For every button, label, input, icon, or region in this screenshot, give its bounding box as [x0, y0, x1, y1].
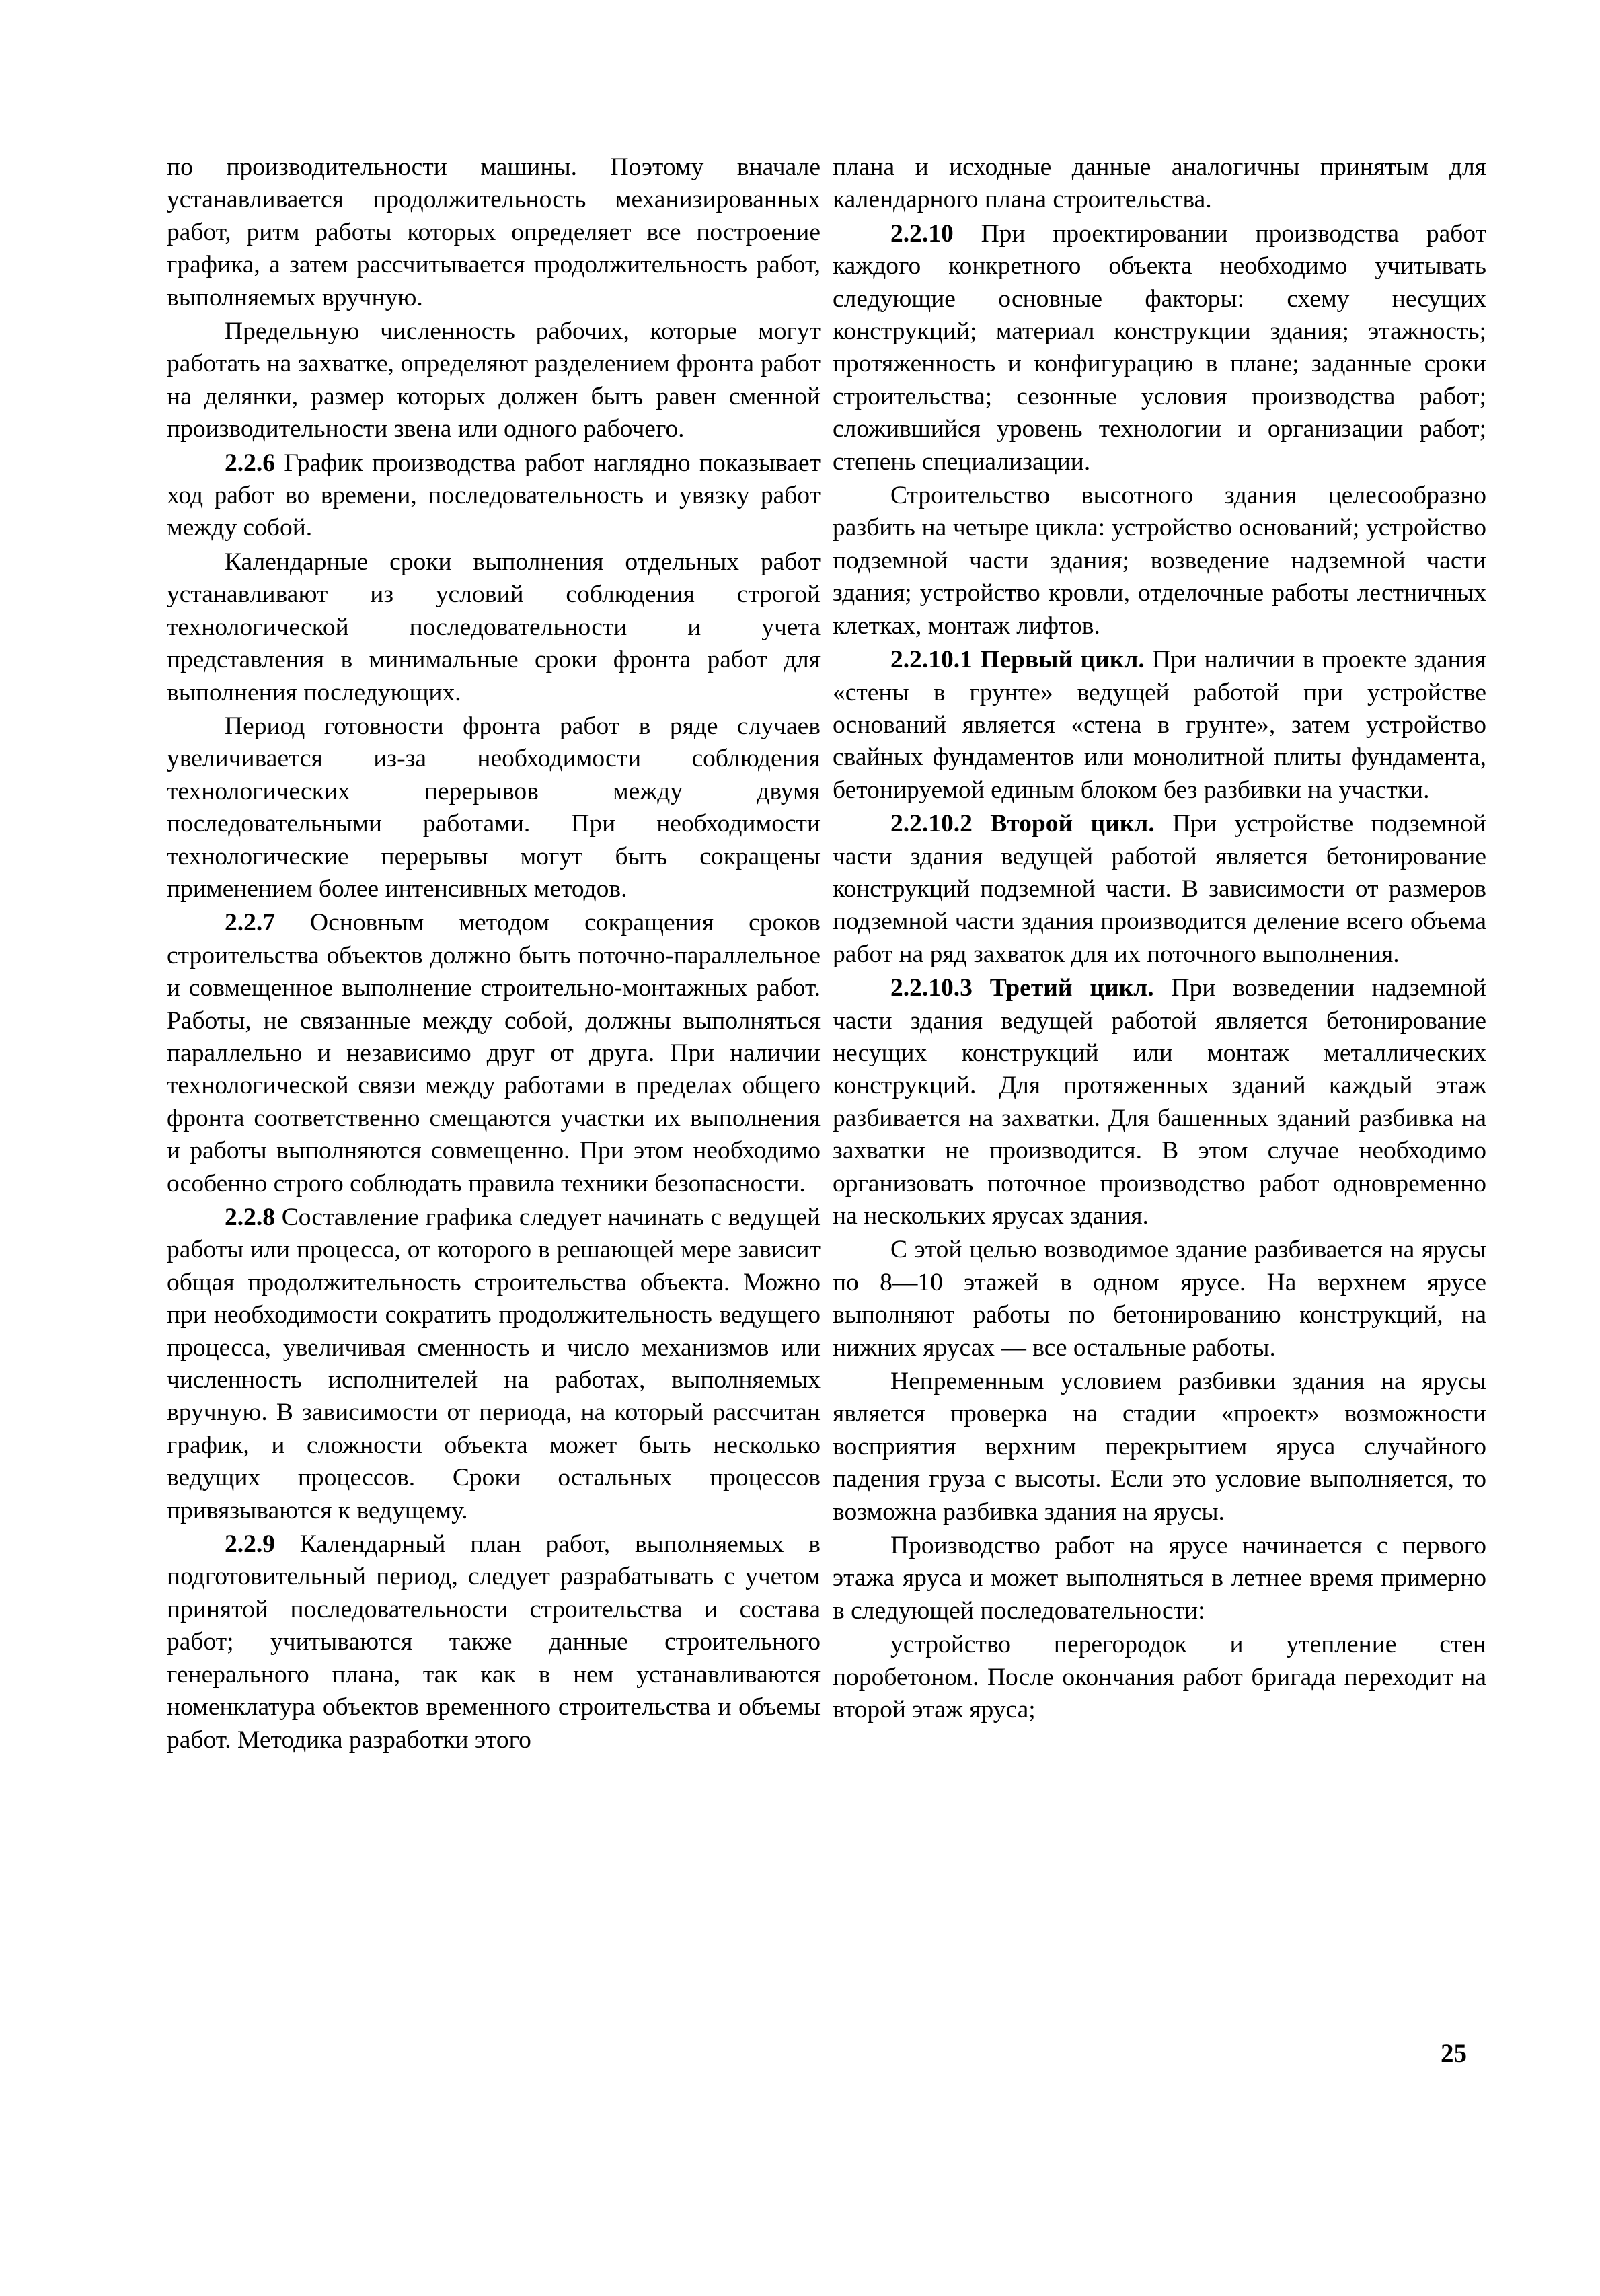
paragraph-text: Составление графика следует начинать с ведущей работы или процесса, от которого в решающей мере зависит общая продолжительность строительства объекта. Можно при необходимости сократить продолжительность ведущего процесса, увеличивая сменность и число механизмов или численность исполнителей на работах, выполняемых вручную. В зависимости от периода, на который рассчитан график, и сложности объекта может быть несколько ведущих процессов. Сроки остальных процессов привязываются к ведущему.: [167, 1203, 821, 1524]
paragraph: [833, 1530, 1486, 1627]
paragraph-text: При наличии в проекте здания «стены в грунте» ведущей работой при устройстве оснований является «стена в грунте», затем устройство свайных фундаментов или монолитной плиты фундамента, бетонируемой единым блоком без разбивки на участки.: [833, 646, 1486, 804]
paragraph-text: Непременным условием разбивки здания на ярусы является проверка на стадии «проект» возможности восприятия верхним перекрытием яруса случайного падения груза с высоты. Если это условие выполняется, то возможна разбивка здания на ярусы.: [833, 1368, 1486, 1526]
paragraph: [833, 151, 1486, 217]
paragraph: [833, 480, 1486, 642]
paragraph: [833, 1366, 1486, 1528]
section-number: 2.2.10: [890, 219, 954, 248]
paragraph-text: Производство работ на ярусе начинается с первого этажа яруса и может выполняться в летнее время примерно в следующей последовательности:: [833, 1532, 1486, 1625]
right-column: [833, 151, 1486, 1727]
paragraph-text: Предельную численность рабочих, которые могут работать на захватке, определяют разделением фронта работ на делянки, размер которых должен быть равен сменной производительности звена или одного рабочего.: [167, 318, 821, 443]
section-number: 2.2.8: [225, 1203, 275, 1231]
section-heading: 2.2.10.1 Первый цикл.: [890, 646, 1145, 674]
paragraph: [833, 218, 1486, 478]
paragraph-text: График производства работ наглядно показывает ход работ во времени, последовательность и увязку работ между собой.: [167, 449, 821, 542]
paragraph: [167, 1528, 821, 1756]
paragraph-text: устройство перегородок и утепление стен поробетоном. После окончания работ бригада переходит на второй этаж яруса;: [833, 1631, 1486, 1724]
paragraph: [167, 710, 821, 905]
paragraph-text: При устройстве подземной части здания ведущей работой является бетонирование конструкций подземной части. В зависимости от размеров подземной части здания производится деление всего объема работ на ряд захваток для их поточного выполнения.: [833, 810, 1486, 968]
paragraph-text: Период готовности фронта работ в ряде случаев увеличивается из-за необходимости соблюдения технологических перерывов между двумя последовательными работами. При необходимости технологические перерывы могут быть сокращены применением более интенсивных методов.: [167, 712, 821, 903]
paragraph: [167, 151, 821, 314]
page-number: 25: [1441, 2039, 1467, 2068]
paragraph: [833, 1629, 1486, 1726]
paragraph-text: Календарный план работ, выполняемых в подготовительный период, следует разрабатывать с учетом принятой последовательности строительства и состава работ; учитываются также данные строительного генерального плана, так как в нем устанавливаются номенклатура объектов временного строительства и объемы работ. Методика разработки этого: [167, 1530, 821, 1754]
paragraph: [833, 644, 1486, 807]
paragraph-text: плана и исходные данные аналогичны принятым для календарного плана строительства.: [833, 153, 1486, 214]
paragraph: [833, 972, 1486, 1232]
paragraph: [167, 316, 821, 446]
paragraph-text: При проектировании производства работ каждого конкретного объекта необходимо учитывать следующие основные факторы: схему несущих конструкций; материал конструкции здания; этажность; протяженность и конфигурацию в плане; заданные сроки строительства; сезонные условия производства работ; сложившийся уровень технологии и организации работ; степень специализации.: [833, 219, 1486, 476]
paragraph-text: При возведении надземной части здания ведущей работой является бетонирование несущих конструкций или монтаж металлических конструкций. Для протяженных зданий каждый этаж разбивается на захватки. Для башенных зданий разбивка на захватки не производится. В этом случае необходимо организовать поточное производство работ одновременно на нескольких ярусах здания.: [833, 974, 1486, 1230]
paragraph-text: Календарные сроки выполнения отдельных работ устанавливают из условий соблюдения строгой технологической последовательности и учета представления в минимальные сроки фронта работ для выполнения последующих.: [167, 548, 821, 706]
section-number: 2.2.9: [225, 1530, 275, 1559]
paragraph: [167, 907, 821, 1200]
paragraph-text: Строительство высотного здания целесообразно разбить на четыре цикла: устройство оснований; устройство подземной части здания; возведение надземной части здания; устройство кровли, отделочные работы лестничных клетках, монтаж лифтов.: [833, 482, 1486, 640]
paragraph-text: Основным методом сокращения сроков строительства объектов должно быть поточно-параллельное и совмещенное выполнение строительно-монтажных работ. Работы, не связанные между собой, должны выполняться параллельно и независимо друг от друга. При наличии технологической связи между работами в пределах общего фронта соответственно смещаются участки их выполнения и работы выполняются совмещенно. При этом необходимо особенно строго соблюдать правила техники безопасности.: [167, 909, 821, 1197]
section-number: 2.2.7: [225, 909, 275, 937]
paragraph: [167, 546, 821, 709]
paragraph: [167, 1201, 821, 1527]
paragraph: [833, 808, 1486, 971]
section-heading: 2.2.10.2 Второй цикл.: [890, 810, 1155, 838]
left-column: [167, 151, 821, 1756]
paragraph-text: по производительности машины. Поэтому вначале устанавливается продолжительность механизированных работ, ритм работы которых определяет все построение графика, а затем рассчитывается продолжительность работ, выполняемых вручную.: [167, 153, 821, 311]
paragraph: [833, 1234, 1486, 1364]
section-number: 2.2.6: [225, 449, 275, 477]
paragraph: [167, 447, 821, 545]
paragraph-text: С этой целью возводимое здание разбивается на ярусы по 8—10 этажей в одном ярусе. На верхнем ярусе выполняют работы по бетонированию конструкций, на нижних ярусах — все остальные работы.: [833, 1236, 1486, 1362]
section-heading: 2.2.10.3 Третий цикл.: [890, 974, 1154, 1002]
